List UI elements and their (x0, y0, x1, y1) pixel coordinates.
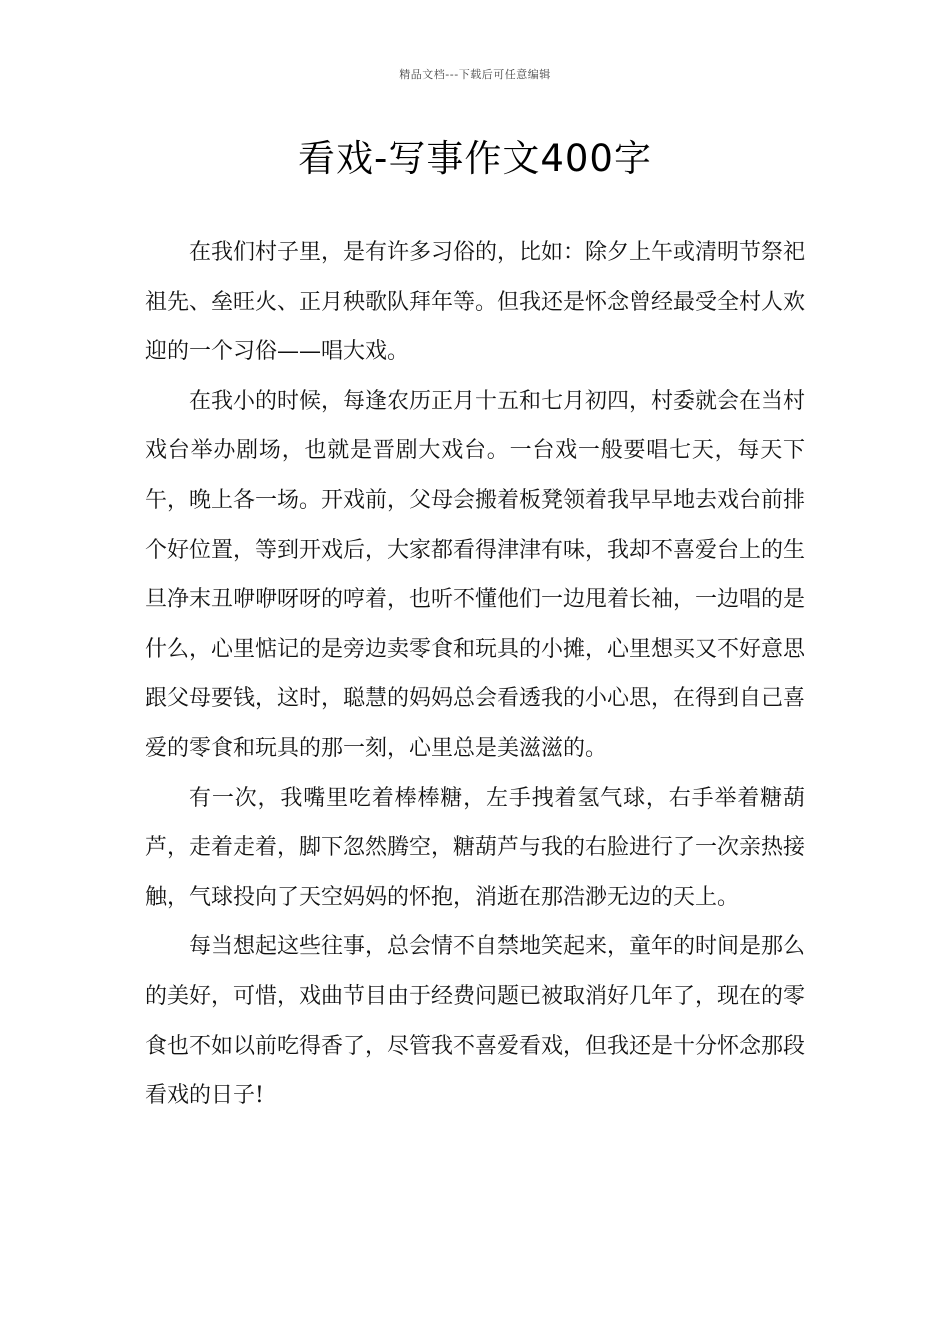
paragraph-3: 有一次，我嘴里吃着棒棒糖，左手拽着氢气球，右手举着糖葫芦，走着走着，脚下忽然腾空，糖葫芦与我的右脸进行了一次亲热接触，气球投向了天空妈妈的怀抱，消逝在那浩渺无边的天上。 (145, 785, 806, 910)
document-title: 看戏-写事作文400字 (298, 137, 652, 180)
paragraph-1: 在我们村子里，是有许多习俗的，比如：除夕上午或清明节祭祀祖先、垒旺火、正月秧歌队拜年等。但我还是怀念曾经最受全村人欢迎的一个习俗——唱大戏。 (145, 240, 806, 365)
paragraph-4: 每当想起这些往事，总会情不自禁地笑起来，童年的时间是那么的美好，可惜，戏曲节目由于经费问题已被取消好几年了，现在的零食也不如以前吃得香了，尽管我不喜爱看戏，但我还是十分怀念那段看戏的日子! (145, 934, 806, 1109)
document-body (145, 228, 805, 1121)
page-header: 精品文档---下载后可任意编辑 (399, 68, 551, 81)
paragraph-2: 在我小的时候，每逢农历正月十五和七月初四，村委就会在当村戏台举办剧场，也就是晋剧大戏台。一台戏一般要唱七天，每天下午，晚上各一场。开戏前，父母会搬着板凳领着我早早地去戏台前排个好位置，等到开戏后，大家都看得津津有味，我却不喜爱台上的生旦净末丑咿咿呀呀的哼着，也听不懂他们一边甩着长袖，一边唱的是什么，心里惦记的是旁边卖零食和玩具的小摊，心里想买又不好意思跟父母要钱，这时，聪慧的妈妈总会看透我的小心思，在得到自己喜爱的零食和玩具的那一刻，心里总是美滋滋的。 (145, 388, 806, 761)
